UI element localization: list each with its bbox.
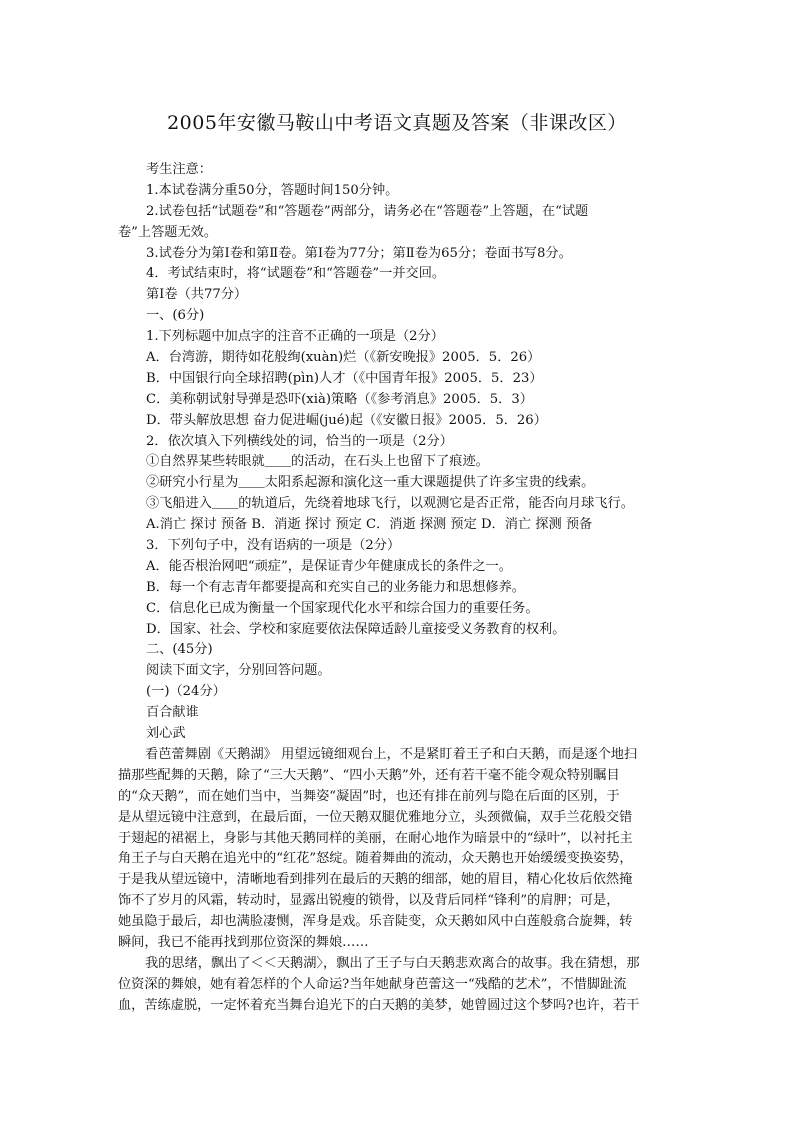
text-line: (一)（24分） [146, 684, 226, 700]
text-line: 于翅起的裙裾上，身影与其他天鹅同样的美丽，在耐心地作为暗景中的“绿叶”，以衬托主 [118, 830, 633, 846]
text-line: A．能否根治网吧“顽症”，是保证青少年健康成长的条件之一。 [146, 558, 512, 574]
text-line: 二、(45分) [146, 642, 213, 658]
text-line: ②研究小行星为＿＿太阳系起源和演化这一重大课题提供了许多宝贵的线索。 [146, 475, 595, 491]
page-title: 2005年安徽马鞍山中考语文真题及答案（非课改区） [167, 112, 627, 134]
text-line: ①自然界某些转眼就＿＿的活动，在石头上也留下了痕迹。 [146, 454, 489, 470]
text-line: 描那些配舞的天鹅，除了“三大天鹅”、“四小天鹅”外，还有若干毫不能令观众特别瞩目 [118, 767, 620, 783]
text-line: 于是我从望远镜中，清晰地看到排列在最后的天鹅的细部，她的眉目，精心化妆后依然掩 [118, 872, 633, 888]
text-line: ③飞船进入＿＿的轨道后，先绕着地球飞行，以观测它是否正常，能否向月球飞行。 [146, 496, 634, 512]
text-line: 卷”上答题无效。 [118, 224, 218, 240]
text-line: 3.试卷分为第Ⅰ卷和第Ⅱ卷。第Ⅰ卷为77分；第Ⅱ卷为65分；卷面书写8分。 [146, 245, 572, 261]
text-line: 位资深的舞娘，她有着怎样的个人命运?当年她献身芭蕾这一“残酷的艺术”，不惜脚趾流 [118, 976, 627, 992]
text-line: 我的思绪，飘出了＜＜天鹅湖〉，飘出了王子与白天鹅悲欢离合的故事。我在猜想，那 [145, 955, 640, 971]
text-line: 饰不了岁月的风霜，转动时，显露出锐瘦的锁骨，以及背后同样“锋利”的肩胛；可是， [118, 893, 620, 909]
text-line: 是从望远镜中注意到，在最后面，一位天鹅双腿优雅地分立，头颈微偏，双手兰花般交错 [118, 809, 633, 825]
text-line: 刘心武 [146, 726, 186, 742]
text-line: 4．考试结束时，将“试题卷”和“答题卷”一并交回。 [146, 266, 446, 282]
text-line: 2．依次填入下列横线处的词，恰当的一项是（2分） [146, 433, 453, 449]
text-line: C．美称朝试射导弹是恐吓(xià)策略（《参考消息》2005．5．3） [146, 391, 533, 407]
text-line: 考生注意： [146, 162, 212, 177]
text-line: 血，苦练虚脱，一定怀着充当舞台追光下的白天鹅的美梦，她曾圆过这个梦吗?也许，若干 [118, 997, 640, 1013]
text-line: D．国家、社会、学校和家庭要依法保障适龄儿童接受义务教育的权利。 [146, 621, 566, 637]
text-line: 她虽隐于最后，却也满脸凄恻，浑身是戏。乐音陡变，众天鹅如风中白莲般翕合旋舞，转 [118, 914, 633, 930]
text-line: B．中国银行向全球招聘(pìn)人才（《中国青年报》2005．5．23） [146, 370, 543, 386]
text-line: A．台湾游，期待如花般绚(xuàn)烂（《新安晚报》2005．5．26） [146, 350, 541, 366]
text-line: 1.本试卷满分重50分，答题时间150分钟。 [146, 182, 399, 198]
text-line: 第Ⅰ卷（共77分） [146, 287, 248, 303]
document-body [118, 160, 680, 1017]
text-line: 2.试卷包括“试题卷”和“答题卷”两部分，请务必在“答题卷”上答题，在“试题 [146, 203, 589, 219]
text-line: C．信息化已成为衡量一个国家现代化水平和综合国力的重要任务。 [146, 600, 539, 616]
text-line: A.消亡 探讨 预备 B．消逝 探讨 预定 C．消逝 探测 预定 D．消亡 探测 预备 [146, 517, 593, 533]
text-line: B．每一个有志青年都要提高和充实自己的业务能力和思想修养。 [146, 579, 525, 595]
text-line: 1.下列标题中加点字的注音不正确的一项是（2分） [146, 329, 444, 345]
text-line: 3．下列句子中，没有语病的一项是（2分） [146, 538, 401, 554]
text-line: 瞬间，我已不能再找到那位资深的舞娘…… [118, 934, 369, 950]
text-line: 的“众天鹅”，而在她们当中，当舞姿“凝固”时，也还有排在前列与隐在后面的区别，于 [118, 788, 620, 804]
text-line: 看芭蕾舞剧《天鹅湖》 用望远镜细观台上，不是紧盯着王子和白天鹅，而是逐个地扫 [145, 746, 638, 762]
text-line: 阅读下面文字，分别回答问题。 [146, 663, 331, 679]
text-line: 角王子与白天鹅在追光中的“红花”怒绽。随着舞曲的流动，众天鹅也开始缓缓变换姿势， [118, 851, 633, 867]
text-line: 百合献谁 [146, 705, 199, 721]
text-line: D．带头解放思想 奋力促进崛(jué)起（《安徽日报》2005．5．26） [146, 412, 547, 428]
text-line: 一、(6分) [146, 308, 205, 324]
